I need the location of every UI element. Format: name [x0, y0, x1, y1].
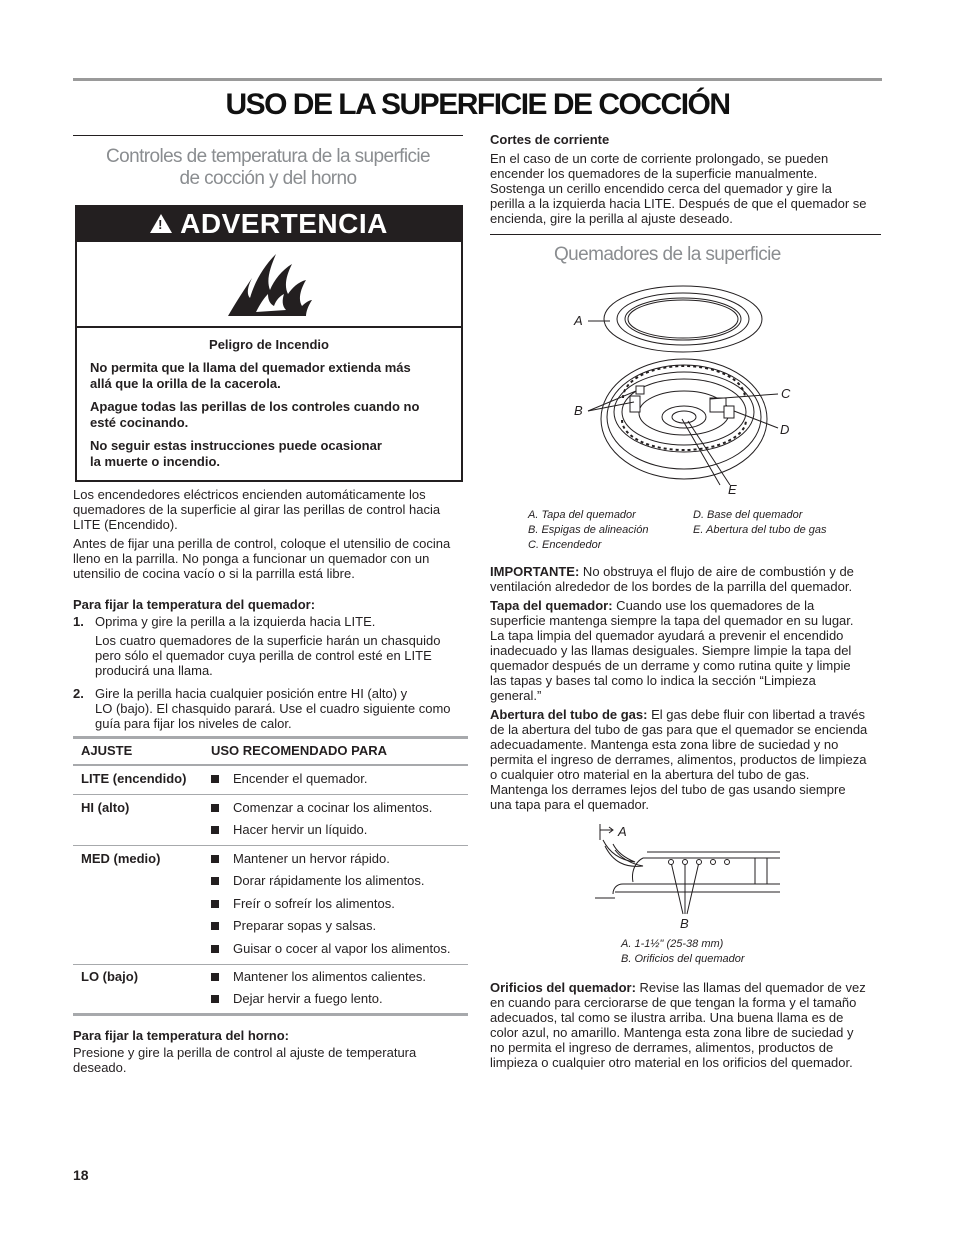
text-line: limpieza o cualquier otro material en los orificios del quemador. [490, 1055, 853, 1070]
table-row-rule [73, 845, 468, 846]
diagram-label-b: B [574, 403, 583, 418]
oven-temp-heading: Para fijar la temperatura del horno: [73, 1028, 290, 1043]
warning-paragraph [90, 399, 460, 431]
text-line: Gire la perilla hacia cualquier posición entre HI (alto) y [95, 686, 408, 701]
table-use: Mantener los alimentos calientes. [233, 969, 426, 984]
warning-line: la muerte o incendio. [90, 454, 221, 469]
bullet-icon [211, 775, 219, 783]
table-use: Comenzar a cocinar los alimentos. [233, 800, 433, 815]
power-outage-text [490, 151, 882, 226]
text-line [490, 707, 882, 722]
diagram2-label-b: B [680, 916, 689, 931]
text-line: una tapa para el quemador. [490, 797, 650, 812]
text-line: quemador después de un derrame y como rutina quite y limpie [490, 658, 851, 673]
text-line: Sostenga un cerillo encendido cerca del quemador y gire la [490, 181, 832, 196]
bullet-icon [211, 973, 219, 981]
text-line: de la abertura del tubo de gas para que el quemador se encienda [490, 722, 868, 737]
bullet-icon [211, 945, 219, 953]
text-line: no permita el ingreso de derrames, alimentos, productos de [490, 1040, 834, 1055]
fire-icon [226, 250, 314, 318]
burner-temp-heading: Para fijar la temperatura del quemador: [73, 597, 316, 612]
text-line: producirá una llama. [95, 663, 213, 678]
warning-heading: Peligro de Incendio [209, 337, 329, 352]
intro-paragraph [73, 536, 468, 581]
legend-item: D. Base del quemador [693, 509, 803, 521]
step-text: Oprima y gire la perilla a la izquierda hacia LITE. [95, 614, 376, 629]
text-line: utensilio de cocina vacío o si la parrilla está libre. [73, 566, 355, 581]
table-bottom-rule [73, 1013, 468, 1016]
burner-diagram [570, 280, 800, 500]
right-column-rule [490, 234, 881, 235]
text-line: guía para fijar los niveles de calor. [95, 716, 292, 731]
table-use: Dorar rápidamente los alimentos. [233, 873, 425, 888]
text-line: pero sólo el quemador cuya perilla de control esté en LITE [95, 648, 432, 663]
bullet-icon [211, 826, 219, 834]
table-use: Freír o sofreír los alimentos. [233, 896, 395, 911]
text-line: adecuadamente. Mantenga esta zona libre de suciedad y no [490, 737, 839, 752]
table-use: Guisar o cocer al vapor los alimentos. [233, 941, 451, 956]
bullet-icon [211, 995, 219, 1003]
left-column-rule [73, 135, 463, 136]
text-line: en cuando para cerciorarse de que tengan la forma y el tamaño [490, 995, 857, 1010]
legend-item: A. 1-1½" (25-38 mm) [621, 938, 724, 950]
text-line: encienda, gire la perilla al ajuste deseado. [490, 211, 733, 226]
text-line: deseado. [73, 1060, 127, 1075]
power-outage-heading: Cortes de corriente [490, 132, 610, 147]
gas-tube-paragraph [490, 707, 882, 812]
table-setting: HI (alto) [81, 800, 130, 815]
bullet-icon [211, 877, 219, 885]
inline-text: Revise las llamas del quemador de vez [635, 980, 866, 995]
section-title-line: Controles de temperatura de la superficie [106, 146, 430, 167]
section-title-line: de cocción y del horno [179, 168, 357, 189]
table-use: Encender el quemador. [233, 771, 368, 786]
text-line: encender los quemadores de la superficie manualmente. [490, 166, 818, 181]
table-header-rule [73, 764, 468, 766]
bullet-icon [211, 900, 219, 908]
inline-label: IMPORTANTE: [490, 564, 580, 579]
step-number: 2. [73, 686, 84, 701]
inline-text: No obstruya el flujo de aire de combustión y de [579, 564, 854, 579]
text-line: permita el ingreso de derrames, alimentos, productos de limpieza [490, 752, 867, 767]
orifices-paragraph [490, 980, 882, 1070]
table-setting: LITE (encendido) [81, 771, 187, 786]
text-line: lleno en la parrilla. No ponga a funcionar un quemador con un [73, 551, 430, 566]
warning-paragraph [90, 360, 460, 392]
bullet-icon [211, 922, 219, 930]
text-line: LO (bajo). El chasquido parará. Use el cuadro siguiente como [95, 701, 451, 716]
diagram-label-d: D [780, 422, 790, 437]
legend-item: B. Espigas de alineación [528, 524, 649, 536]
inline-label: Tapa del quemador: [490, 598, 613, 613]
step-detail [95, 633, 465, 678]
text-line: Presione y gire la perilla de control al ajuste de temperatura [73, 1045, 417, 1060]
table-setting: MED (medio) [81, 851, 161, 866]
diagram2-label-a: A [618, 824, 627, 839]
table-header-use: USO RECOMENDADO PARA [211, 743, 387, 758]
text-line: ventilación alrededor de los bordes de la parrilla del quemador. [490, 579, 853, 594]
text-line: quemadores de la superficie al girar las perillas de control hacia [73, 502, 441, 517]
warning-line: allá que la orilla de la cacerola. [90, 376, 281, 391]
legend-item: E. Abertura del tubo de gas [693, 524, 827, 536]
top-rule [73, 78, 882, 81]
table-top-rule [73, 736, 468, 739]
text-line [490, 598, 882, 613]
text-line: inadecuado y las llamas desiguales. Siempre limpie la tapa del [490, 643, 852, 658]
warning-line: No permita que la llama del quemador extienda más [90, 360, 411, 375]
intro-paragraph [73, 487, 468, 532]
text-line: Los encendedores eléctricos encienden automáticamente los [73, 487, 426, 502]
page-title: USO DE LA SUPERFICIE DE COCCIÓN [225, 88, 730, 121]
inline-text: El gas debe fluir con libertad a través [647, 707, 865, 722]
table-row-rule [73, 794, 468, 795]
diagram-label-a: A [574, 313, 583, 328]
inline-text: Cuando use los quemadores de la [612, 598, 815, 613]
text-line: color azul, no amarillo. Mantenga esta zona libre de suciedad y [490, 1025, 854, 1040]
step-number: 1. [73, 614, 84, 629]
text-line [490, 980, 882, 995]
inline-label: Abertura del tubo de gas: [490, 707, 648, 722]
oven-temp-text [73, 1045, 468, 1075]
text-line: perilla a la izquierda hacia LITE. Después de que el quemador se [490, 196, 867, 211]
surface-burners-title: Quemadores de la superficie [554, 244, 781, 265]
section-title-controls [73, 146, 463, 190]
warning-triangle-icon [150, 214, 172, 233]
table-header-setting: AJUSTE [81, 743, 133, 758]
warning-line: esté cocinando. [90, 415, 189, 430]
cap-paragraph [490, 598, 882, 703]
inline-label: Orificios del quemador: [490, 980, 636, 995]
legend-item: C. Encendedor [528, 539, 602, 551]
warning-exclamation: ! [158, 217, 163, 232]
text-line: En el caso de un corte de corriente prolongado, se pueden [490, 151, 829, 166]
text-line: general.” [490, 688, 542, 703]
step-text [95, 686, 467, 731]
table-setting: LO (bajo) [81, 969, 139, 984]
text-line [490, 564, 882, 579]
legend-item: B. Orificios del quemador [621, 953, 745, 965]
warning-banner [75, 205, 463, 242]
text-line: o cualquier otro material en la abertura del tubo de gas. [490, 767, 810, 782]
warning-paragraph [90, 438, 460, 470]
text-line: las tapas y bases tal como lo indica la sección “Limpieza [490, 673, 816, 688]
table-use: Mantener un hervor rápido. [233, 851, 390, 866]
page-number: 18 [73, 1167, 89, 1183]
warning-divider [75, 326, 463, 328]
bullet-icon [211, 804, 219, 812]
diagram-label-c: C [781, 386, 791, 401]
text-line: LITE (Encendido). [73, 517, 178, 532]
warning-line: No seguir estas instrucciones puede ocasionar [90, 438, 382, 453]
text-line: Los cuatro quemadores de la superficie harán un chasquido [95, 633, 441, 648]
diagram-label-e: E [728, 482, 737, 497]
warning-line: Apague todas las perillas de los controles cuando no [90, 399, 420, 414]
text-line: superficie mantenga siempre la tapa del quemador en su lugar. [490, 613, 854, 628]
text-line: Antes de fijar una perilla de control, coloque el utensilio de cocina [73, 536, 451, 551]
text-line: Mantenga los derrames lejos del tubo de gas usando siempre [490, 782, 846, 797]
table-use: Preparar sopas y salsas. [233, 918, 377, 933]
text-line: La tapa limpia del quemador ayudará a prevenir el encendido [490, 628, 844, 643]
table-use: Hacer hervir un líquido. [233, 822, 368, 837]
warning-banner-text: ADVERTENCIA [180, 207, 388, 239]
bullet-icon [211, 855, 219, 863]
text-line: adecuados, tal como se ilustra arriba. Una buena llama es de [490, 1010, 844, 1025]
table-use: Dejar hervir a fuego lento. [233, 991, 383, 1006]
legend-item: A. Tapa del quemador [528, 509, 636, 521]
important-paragraph [490, 564, 882, 594]
table-row-rule [73, 964, 468, 965]
